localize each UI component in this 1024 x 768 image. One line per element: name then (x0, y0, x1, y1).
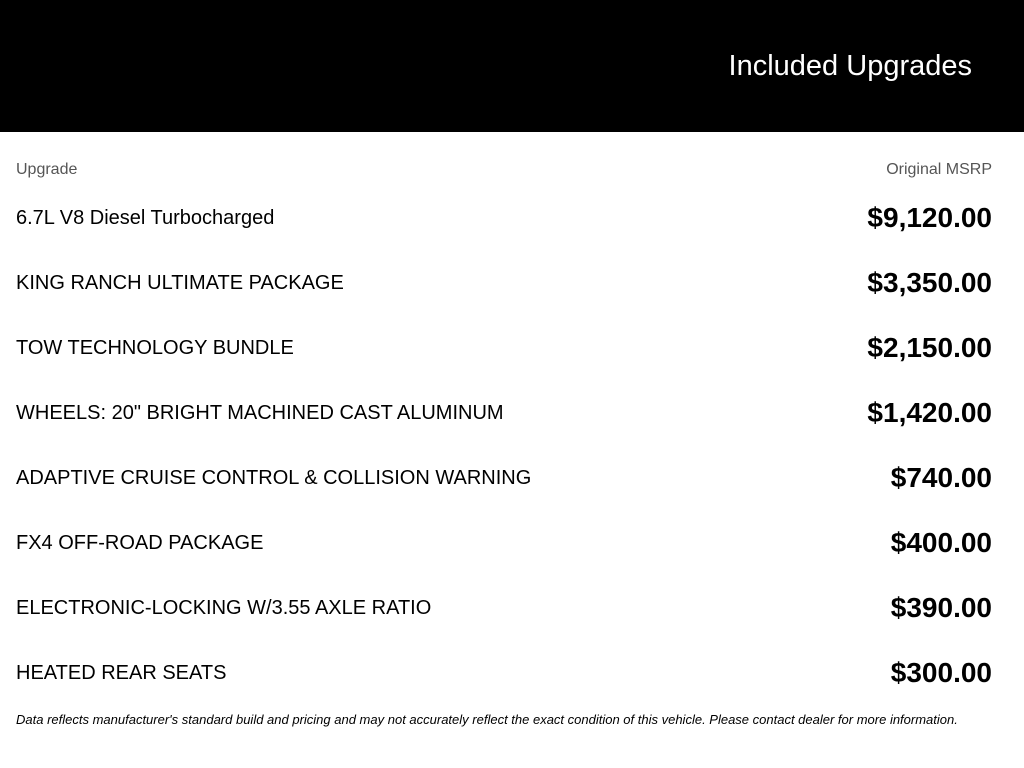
upgrade-name: WHEELS: 20" BRIGHT MACHINED CAST ALUMINUM (16, 401, 504, 424)
upgrade-row (16, 185, 992, 250)
upgrade-row (16, 640, 992, 705)
upgrade-row (16, 510, 992, 575)
upgrade-name: 6.7L V8 Diesel Turbocharged (16, 206, 275, 229)
msrp-column-header: Original MSRP (886, 161, 992, 178)
upgrade-price: $390.00 (890, 591, 992, 623)
upgrade-name: ELECTRONIC-LOCKING W/3.55 AXLE RATIO (16, 596, 432, 619)
disclaimer-text: Data reflects manufacturer's standard build and pricing and may not accurately reflect the exact condition of this vehicle. Please contact dealer for more information. (16, 712, 958, 727)
upgrade-price: $2,150.00 (867, 331, 992, 363)
column-headers (16, 156, 992, 184)
upgrade-name: KING RANCH ULTIMATE PACKAGE (16, 271, 344, 294)
upgrade-price: $400.00 (890, 526, 992, 558)
upgrade-name: FX4 OFF-ROAD PACKAGE (16, 531, 264, 554)
upgrade-name: HEATED REAR SEATS (16, 661, 227, 684)
upgrades-list (16, 185, 992, 705)
upgrade-row (16, 380, 992, 445)
upgrade-price: $740.00 (890, 461, 992, 493)
upgrade-row (16, 315, 992, 380)
upgrade-row (16, 250, 992, 315)
upgrade-price: $9,120.00 (867, 201, 992, 233)
upgrade-row (16, 575, 992, 640)
upgrade-name: TOW TECHNOLOGY BUNDLE (16, 336, 294, 359)
upgrade-row (16, 445, 992, 510)
page-title: Included Upgrades (728, 50, 972, 82)
upgrade-price: $3,350.00 (867, 266, 992, 298)
upgrade-name: ADAPTIVE CRUISE CONTROL & COLLISION WARNING (16, 466, 532, 489)
upgrade-price: $300.00 (890, 656, 992, 688)
page-header (0, 0, 1024, 132)
upgrade-price: $1,420.00 (867, 396, 992, 428)
upgrade-column-header: Upgrade (16, 161, 78, 178)
